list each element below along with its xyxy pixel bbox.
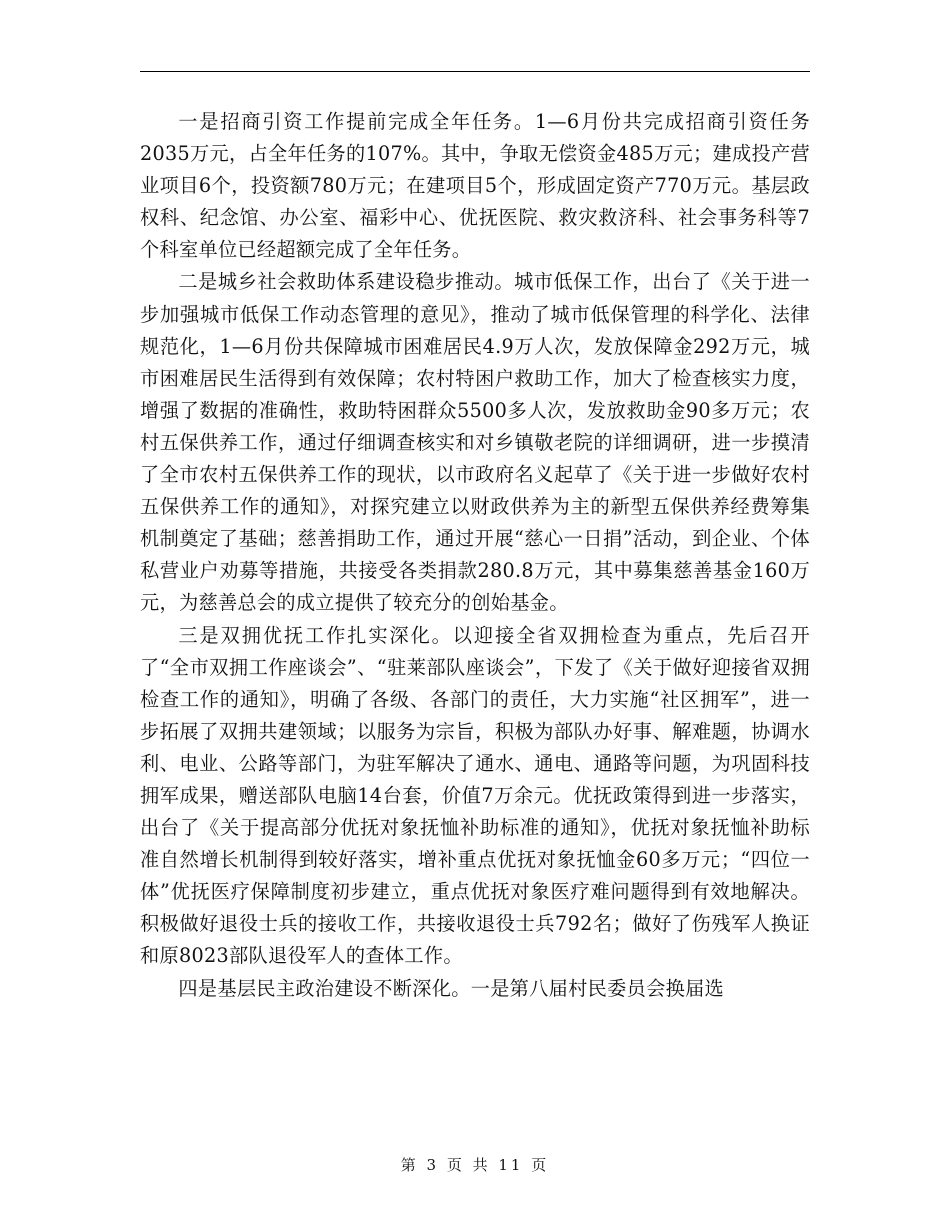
paragraph-investment: 一是招商引资工作提前完成全年任务。1—6月份共完成招商引资任务2035万元，占全年任务的107%。其中，争取无偿资金485万元；建成投产营业项目6个，投资额780万元；在建项目5个，形成固定资产770万元。基层政权科、纪念馆、办公室、福彩中心、优抚医院、救灾救济科、社会事务科等7个科室单位已经超额完成了全年任务。 bbox=[140, 110, 810, 262]
body-text bbox=[140, 106, 810, 1005]
paragraph-grassroots-democracy: 四是基层民主政治建设不断深化。一是第八届村民委员会换届选 bbox=[178, 976, 725, 1000]
paragraph-social-assistance: 二是城乡社会救助体系建设稳步推动。城市低保工作，出台了《关于进一步加强城市低保工作动态管理的意见》，推动了城市低保管理的科学化、法律规范化，1—6月份共保障城市困难居民4.9万人次，发放保障金292万元，城市困难居民生活得到有效保障；农村特困户救助工作，加大了检查核实力度，增强了数据的准确性，救助特困群众5500多人次，发放救助金90多万元；农村五保供养工作，通过仔细调查核实和对乡镇敬老院的详细调研，进一步摸清了全市农村五保供养工作的现状，以市政府名义起草了《关于进一步做好农村五保供养工作的通知》，对探究建立以财政供养为主的新型五保供养经费筹集机制奠定了基础；慈善捐助工作，通过开展“慈心一日捐”活动，到企业、个体私营业户劝募等措施，共接受各类捐款280.8万元，其中募集慈善基金160万元，为慈善总会的成立提供了较充分的创始基金。 bbox=[140, 270, 810, 615]
header-rule bbox=[140, 71, 810, 72]
paragraph-military-support: 三是双拥优抚工作扎实深化。以迎接全省双拥检查为重点，先后召开了“全市双拥工作座谈会”、“驻莱部队座谈会”，下发了《关于做好迎接省双拥检查工作的通知》，明确了各级、各部门的责任，大力实施“社区拥军”，进一步拓展了双拥共建领域；以服务为宗旨，积极为部队办好事、解难题，协调水利、电业、公路等部门，为驻军解决了通水、通电、通路等问题，为巩固科技拥军成果，赠送部队电脑14台套，价值7万余元。优抚政策得到进一步落实，出台了《关于提高部分优抚对象抚恤补助标准的通知》，优抚对象抚恤补助标准自然增长机制得到较好落实，增补重点优抚对象抚恤金60多万元；“四位一体”优抚医疗保障制度初步建立，重点优抚对象医疗难问题得到有效地解决。积极做好退役士兵的接收工作，共接收退役士兵792名；做好了伤残军人换证和原8023部队退役军人的查体工作。 bbox=[140, 623, 810, 968]
page-number-footer: 第 3 页 共 11 页 bbox=[400, 1156, 550, 1174]
